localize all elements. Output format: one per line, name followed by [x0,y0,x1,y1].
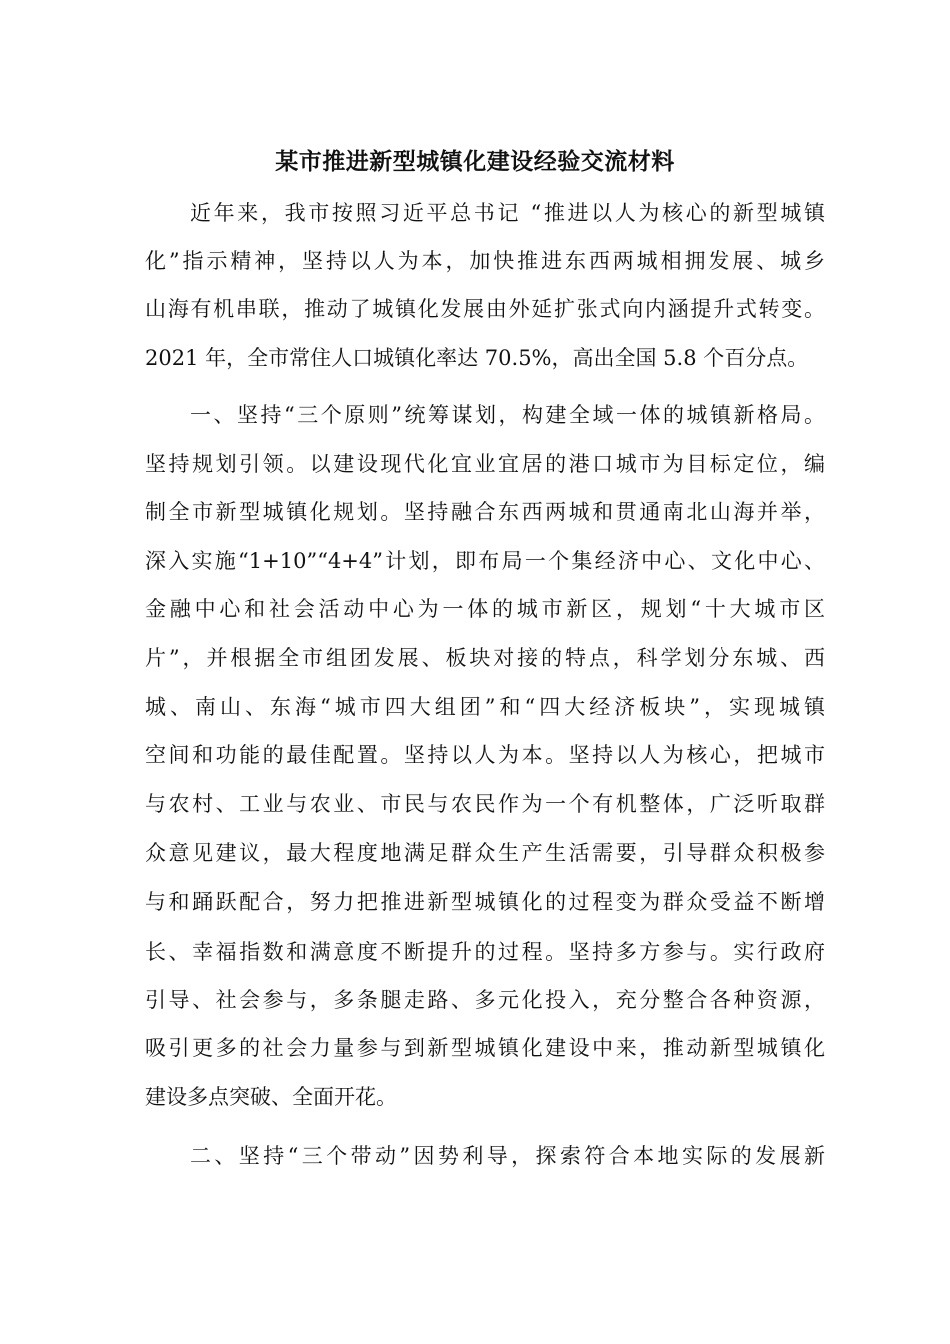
paragraph-line: 建设多点突破、全面开花。 [145,1085,397,1109]
paragraph-line: 片”，并根据全市组团发展、板块对接的特点，科学划分东城、西 [145,646,825,670]
paragraph-line: 深入实施“1+10”“4+4”计划，即布局一个集经济中心、文化中心、 [145,549,825,573]
paragraph-line: 化”指示精神，坚持以人为本，加快推进东西两城相拥发展、城乡 [145,249,825,273]
paragraph-line: 吸引更多的社会力量参与到新型城镇化建设中来，推动新型城镇化 [145,1036,825,1060]
paragraph-line: 与农村、工业与农业、市民与农民作为一个有机整体，广泛听取群 [145,792,825,816]
paragraph-line: 城、南山、东海“城市四大组团”和“四大经济板块”，实现城镇 [145,695,825,719]
paragraph-line: 一、坚持“三个原则”统筹谋划，构建全域一体的城镇新格局。 [190,403,825,427]
paragraph-line: 长、幸福指数和满意度不断提升的过程。坚持多方参与。实行政府 [145,940,825,964]
document-title: 某市推进新型城镇化建设经验交流材料 [275,148,675,175]
paragraph-line: 与和踊跃配合，努力把推进新型城镇化的过程变为群众受益不断增 [145,890,825,914]
paragraph-line: 制全市新型城镇化规划。坚持融合东西两城和贯通南北山海并举， [145,500,825,524]
paragraph-line: 二、坚持“三个带动”因势利导，探索符合本地实际的发展新 [190,1144,825,1168]
paragraph-line: 坚持规划引领。以建设现代化宜业宜居的港口城市为目标定位，编 [145,452,825,476]
paragraph-line: 众意见建议，最大程度地满足群众生产生活需要，引导群众积极参 [145,841,825,865]
paragraph-line: 引导、社会参与，多条腿走路、多元化投入，充分整合各种资源， [145,988,825,1012]
paragraph-line: 近年来，我市按照习近平总书记 “推进以人为核心的新型城镇 [190,201,825,225]
paragraph-line: 山海有机串联，推动了城镇化发展由外延扩张式向内涵提升式转变。 [145,297,825,321]
paragraph-line: 金融中心和社会活动中心为一体的城市新区，规划“十大城市区 [145,597,825,621]
paragraph-line: 空间和功能的最佳配置。坚持以人为本。坚持以人为核心，把城市 [145,743,825,767]
paragraph-line: 2021 年，全市常住人口城镇化率达 70.5%，高出全国 5.8 个百分点。 [145,346,809,370]
